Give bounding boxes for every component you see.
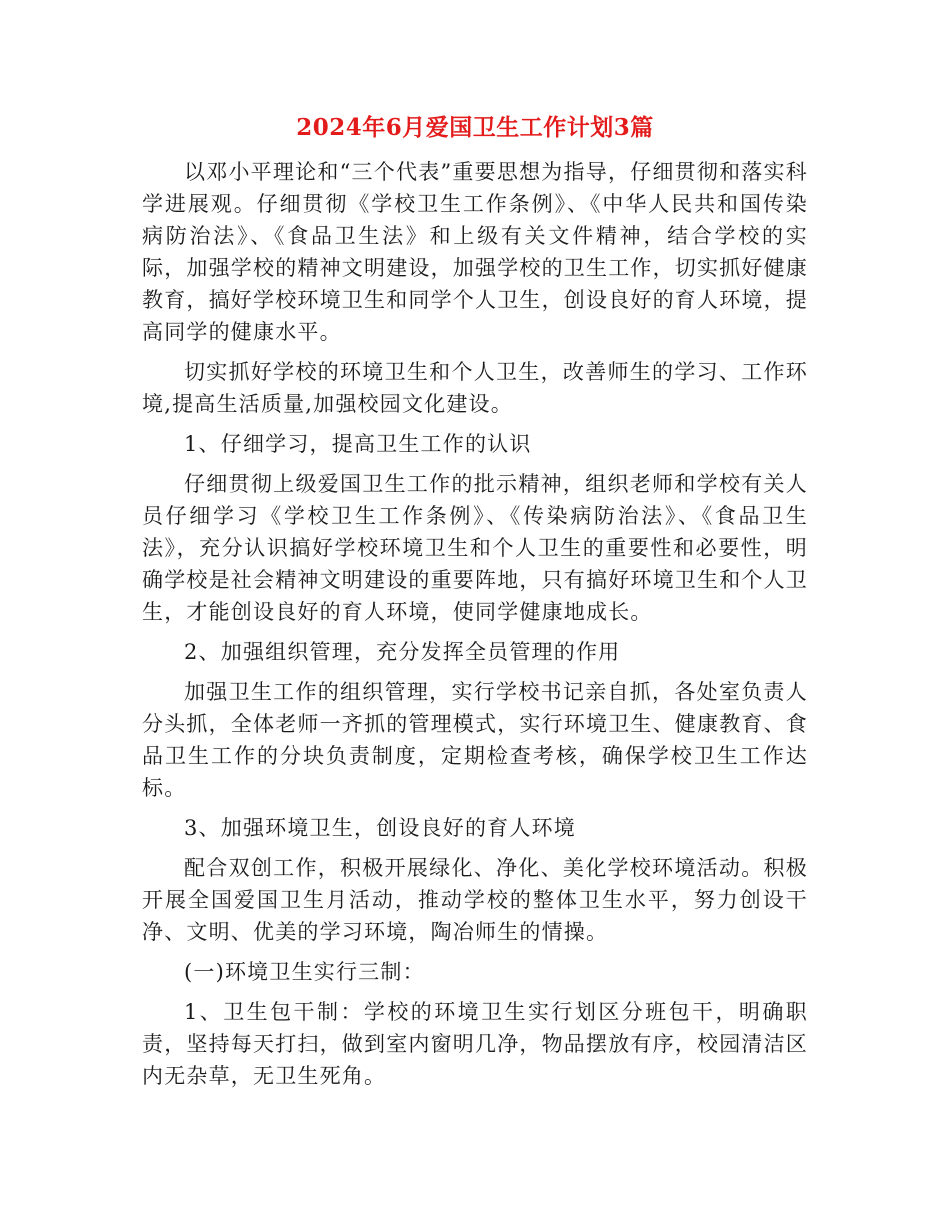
paragraph-section-3: 配合双创工作，积极开展绿化、净化、美化学校环境活动。积极开展全国爱国卫生月活动，推动学校的整体卫生水平，努力创设干净、文明、优美的学习环境，陶冶师生的情操。 <box>142 856 808 944</box>
paragraph-section-2: 加强卫生工作的组织管理，实行学校书记亲自抓，各处室负责人分头抓，全体老师一齐抓的管理模式，实行环境卫生、健康教育、食品卫生工作的分块负责制度，定期检查考核，确保学校卫生工作达标。 <box>142 680 808 800</box>
paragraph-section-1: 仔细贯彻上级爱国卫生工作的批示精神，组织老师和学校有关人员仔细学习《学校卫生工作条例》、《传染病防治法》、《食品卫生法》，充分认识搞好学校环境卫生和个人卫生的重要性和必要性，明确学校是社会精神文明建设的重要阵地，只有搞好环境卫生和个人卫生，才能创设良好的育人环境，使同学健康地成长。 <box>142 472 808 624</box>
paragraph-subsection-1: 1、卫生包干制：学校的环境卫生实行划区分班包干，明确职责，坚持每天打扫，做到室内窗明几净，物品摆放有序，校园清洁区内无杂草，无卫生死角。 <box>142 1000 808 1088</box>
paragraph-goal: 切实抓好学校的环境卫生和个人卫生，改善师生的学习、工作环境,提高生活质量,加强校园文化建设。 <box>142 360 808 416</box>
paragraph-intro: 以邓小平理论和“三个代表”重要思想为指导，仔细贯彻和落实科学进展观。仔细贯彻《学校卫生工作条例》、《中华人民共和国传染病防治法》、《食品卫生法》和上级有关文件精神，结合学校的实际，加强学校的精神文明建设，加强学校的卫生工作，切实抓好健康教育，搞好学校环境卫生和同学个人卫生，创设良好的育人环境，提高同学的健康水平。 <box>142 160 808 344</box>
section-heading-1: 1、仔细学习，提高卫生工作的认识 <box>184 432 532 456</box>
document-body <box>142 156 808 1100</box>
subsection-heading-1: (一)环境卫生实行三制： <box>184 960 425 984</box>
section-heading-3: 3、加强环境卫生，创设良好的育人环境 <box>184 816 576 840</box>
document-title: 2024年6月爱国卫生工作计划3篇 <box>296 114 654 141</box>
section-heading-2: 2、加强组织管理，充分发挥全员管理的作用 <box>184 640 621 664</box>
